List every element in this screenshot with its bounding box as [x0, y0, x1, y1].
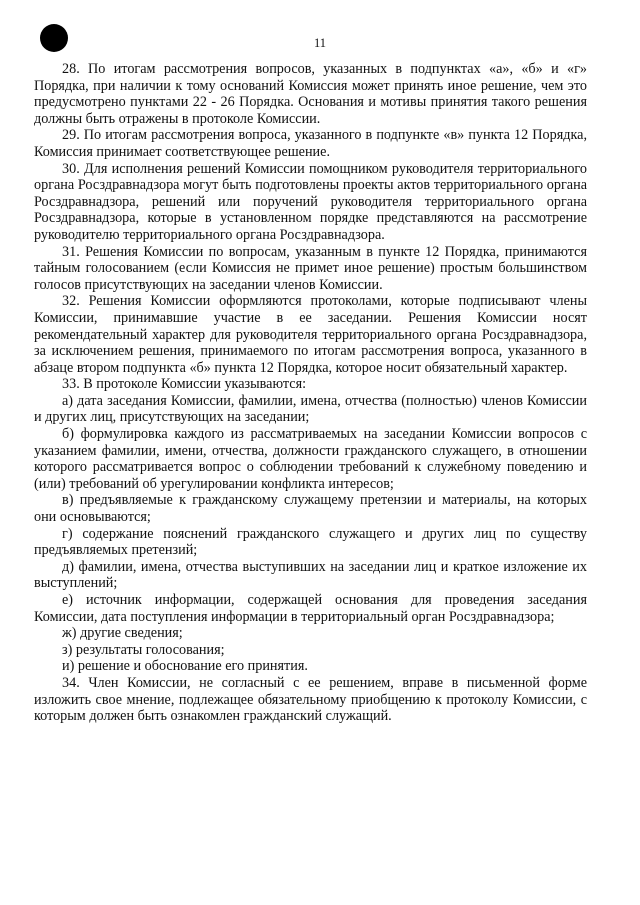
paragraph-30: 30. Для исполнения решений Комиссии помощником руководителя территориального органа Росздравнадзора могут быть подготовлены проекты актов территориального органа Росздравнадзора, решений или поручений руководителя территориального органа Росздравнадзора, которые в установленном порядке представляются на рассмотрение руководителю территориального органа Росздравнадзора. [34, 160, 587, 243]
paragraph-34: 34. Член Комиссии, не согласный с ее решением, вправе в письменной форме изложить свое мнение, подлежащее обязательному приобщению к протоколу Комиссии, с которым должен быть ознакомлен гражданский служащий. [34, 674, 587, 725]
paragraph-31: 31. Решения Комиссии по вопросам, указанным в пункте 12 Порядка, принимаются тайным голосованием (если Комиссия не примет иное решение) простым большинством голосов присутствующих на заседании членов Комиссии. [34, 243, 587, 293]
list-item-i: и) решение и обоснование его принятия. [62, 658, 308, 675]
list-item-z: з) результаты голосования; [62, 641, 225, 658]
list-item-zh: ж) другие сведения; [62, 625, 183, 642]
document-body [34, 61, 587, 725]
list-item-e: е) источник информации, содержащей основания для проведения заседания Комиссии, дата поступления информации в территориальный орган Росздравнадзора; [34, 592, 587, 625]
page-number: 11 [313, 36, 327, 50]
paragraph-32: 32. Решения Комиссии оформляются протоколами, которые подписывают члены Комиссии, принимавшие участие в ее заседании. Решения Комиссии носят рекомендательный характер для руководителя территориального органа Росздравнадзора, за исключением решения, принимаемого по итогам рассмотрения вопроса, указанного в абзаце втором подпункта «б» пункта 12 Порядка, которое носит обязательный характер. [34, 293, 587, 376]
paragraph-29: 29. По итогам рассмотрения вопроса, указанного в подпункте «в» пункта 12 Порядка, Комиссия принимает соответствующее решение. [34, 127, 587, 160]
paragraph-33: 33. В протоколе Комиссии указываются: [62, 376, 307, 393]
list-item-d: д) фамилии, имена, отчества выступивших на заседании лиц и краткое изложение их выступлений; [34, 558, 587, 592]
list-item-v: в) предъявляемые к гражданскому служащему претензии и материалы, на которых они основываются; [34, 492, 587, 526]
list-item-a: а) дата заседания Комиссии, фамилии, имена, отчества (полностью) членов Комиссии и других лиц, присутствующих на заседании; [34, 392, 587, 426]
paragraph-28: 28. По итогам рассмотрения вопросов, указанных в подпунктах «а», «б» и «г» Порядка, при наличии к тому оснований Комиссия может принять иное решение, чем это предусмотрено пунктами 22 - 26 Порядка. Основания и мотивы принятия такого решения должны быть отражены в протоколе Комиссии. [34, 61, 587, 127]
list-item-b: б) формулировка каждого из рассматриваемых на заседании Комиссии вопросов с указанием фамилии, имени, отчества, должности гражданского служащего, в отношении которого рассматривается вопрос о соблюдении требований к служебному поведению и (или) требований об урегулировании конфликта интересов; [34, 426, 587, 492]
list-item-g: г) содержание пояснений гражданского служащего и других лиц по существу предъявляемых претензий; [34, 525, 587, 559]
